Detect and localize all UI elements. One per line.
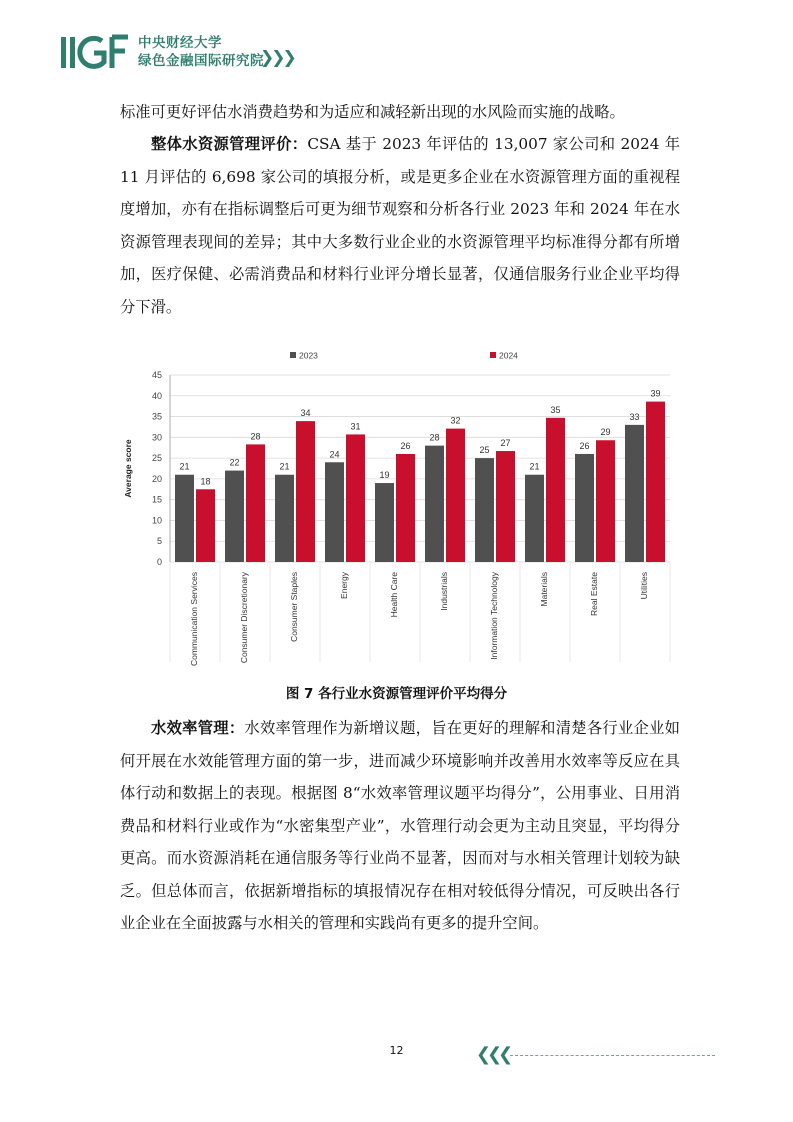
data-label: 28	[250, 431, 261, 442]
bar-2023	[225, 471, 244, 562]
bar-2024	[246, 444, 265, 562]
data-label: 27	[500, 438, 511, 449]
y-tick-label: 0	[156, 557, 162, 567]
y-tick-label: 30	[151, 432, 162, 443]
legend-swatch	[490, 352, 496, 358]
paragraph-1: 标准可更好评估水消费趋势和为适应和减轻新出现的水风险而实施的战略。	[120, 103, 625, 121]
paragraph-2-text: CSA 基于 2023 年评估的 13,007 家公司和 2024 年 11 月评估的 6,698 家公司的填报分析，或是更多企业在水资源管理方面的重视程度增加，亦有在指标调整后可更为细节观察和分析各行业 2023 年和 2024 年在水资源管理表现间的差异；其中大多数行业企业的水资源管理平均标准得分都有所增加，医疗保健、必需消费品和材料行业评分增长显著，仅通信服务行业企业平均得分下滑。	[120, 135, 680, 316]
bar-2024	[646, 402, 665, 562]
bar-2024	[346, 434, 365, 562]
org-line2: 绿色金融国际研究院	[138, 53, 264, 69]
bar-2023	[425, 446, 444, 562]
data-label: 21	[529, 461, 540, 472]
iigf-logo	[60, 33, 130, 71]
x-tick-label: Consumer Discretionary	[239, 572, 249, 664]
y-tick-label: 15	[151, 494, 162, 505]
paragraph-2-title: 整体水资源管理评价：	[151, 135, 308, 153]
bar-2023	[325, 462, 344, 562]
y-tick-label: 10	[151, 515, 162, 526]
legend-label: 2024	[499, 350, 518, 361]
paragraph-3	[120, 712, 680, 940]
institute-name	[138, 34, 264, 70]
paragraph-3-text: 水效率管理作为新增议题，旨在更好的理解和清楚各行业企业如何开展在水效能管理方面的第一步，进而减少环境影响并改善用水效率等反应在具体行动和数据上的表现。根据图 8“水效率管理议题平均得分”，公用事业、日用消费品和材料行业或作为“水密集型产业”，水管理行动会更为主动且突显，平均得分更高。而水资源消耗在通信服务等行业尚不显著，因而对与水相关管理计划较为缺乏。但总体而言，依据新增指标的填报情况存在相对较低得分情况，可反映出各行业企业在全面披露与水相关的管理和实践尚有更多的提升空间。	[120, 719, 680, 932]
page-number: 12	[389, 1044, 404, 1057]
data-label: 22	[229, 457, 240, 468]
chevrons-left-icon: ❮❮❮	[476, 1044, 510, 1065]
bar-2023	[625, 425, 644, 562]
bar-2023	[375, 483, 394, 562]
data-label: 31	[350, 421, 361, 432]
data-label: 34	[300, 408, 311, 419]
bar-2024	[496, 451, 515, 562]
paragraph-2	[120, 128, 680, 323]
y-tick-label: 40	[151, 390, 162, 401]
y-tick-label: 35	[151, 411, 162, 422]
data-label: 35	[550, 404, 561, 415]
bar-2024	[596, 440, 615, 562]
data-label: 39	[650, 388, 661, 399]
data-label: 26	[400, 440, 411, 451]
x-tick-label: Information Technology	[489, 572, 499, 660]
bar-2024	[396, 454, 415, 562]
data-label: 28	[429, 432, 440, 443]
bar-2023	[275, 475, 294, 562]
x-tick-label: Real Estate	[589, 572, 599, 616]
data-label: 24	[329, 449, 340, 460]
x-tick-label: Communication Services	[189, 572, 199, 667]
bar-2023	[475, 458, 494, 562]
x-tick-label: Utilities	[639, 572, 649, 600]
bar-chart	[115, 340, 685, 680]
data-label: 18	[200, 476, 211, 487]
y-tick-label: 45	[151, 370, 162, 380]
x-tick-label: Consumer Staples	[289, 572, 299, 642]
y-tick-label: 20	[151, 473, 162, 484]
bar-2024	[296, 421, 315, 562]
chevrons-right-icon: ❯❯❯	[260, 48, 294, 68]
data-label: 32	[450, 415, 461, 426]
legend-swatch	[290, 352, 296, 358]
data-label: 29	[600, 427, 611, 438]
data-label: 21	[279, 461, 290, 472]
data-label: 21	[179, 461, 190, 472]
data-label: 33	[629, 411, 640, 422]
bar-2024	[546, 418, 565, 562]
bar-2023	[175, 475, 194, 562]
paragraph-3-title: 水效率管理：	[151, 719, 245, 737]
y-tick-label: 25	[151, 453, 162, 464]
data-label: 25	[479, 445, 490, 456]
x-tick-label: Industrials	[439, 572, 449, 611]
y-tick-label: 5	[156, 536, 162, 547]
x-tick-label: Health Care	[389, 572, 399, 618]
x-tick-label: Energy	[339, 572, 349, 599]
bar-2023	[575, 454, 594, 562]
bar-2024	[446, 429, 465, 562]
legend-label: 2023	[299, 350, 318, 361]
y-axis-title: Average score	[123, 439, 133, 498]
figure-caption: 图 7 各行业水资源管理评价平均得分	[285, 686, 508, 702]
footer-divider	[510, 1055, 715, 1056]
bar-2023	[525, 475, 544, 562]
data-label: 19	[379, 470, 390, 481]
bar-2024	[196, 489, 215, 562]
header	[60, 33, 360, 73]
data-label: 26	[579, 440, 590, 451]
x-tick-label: Materials	[539, 572, 549, 607]
org-line1: 中央财经大学	[138, 35, 222, 51]
